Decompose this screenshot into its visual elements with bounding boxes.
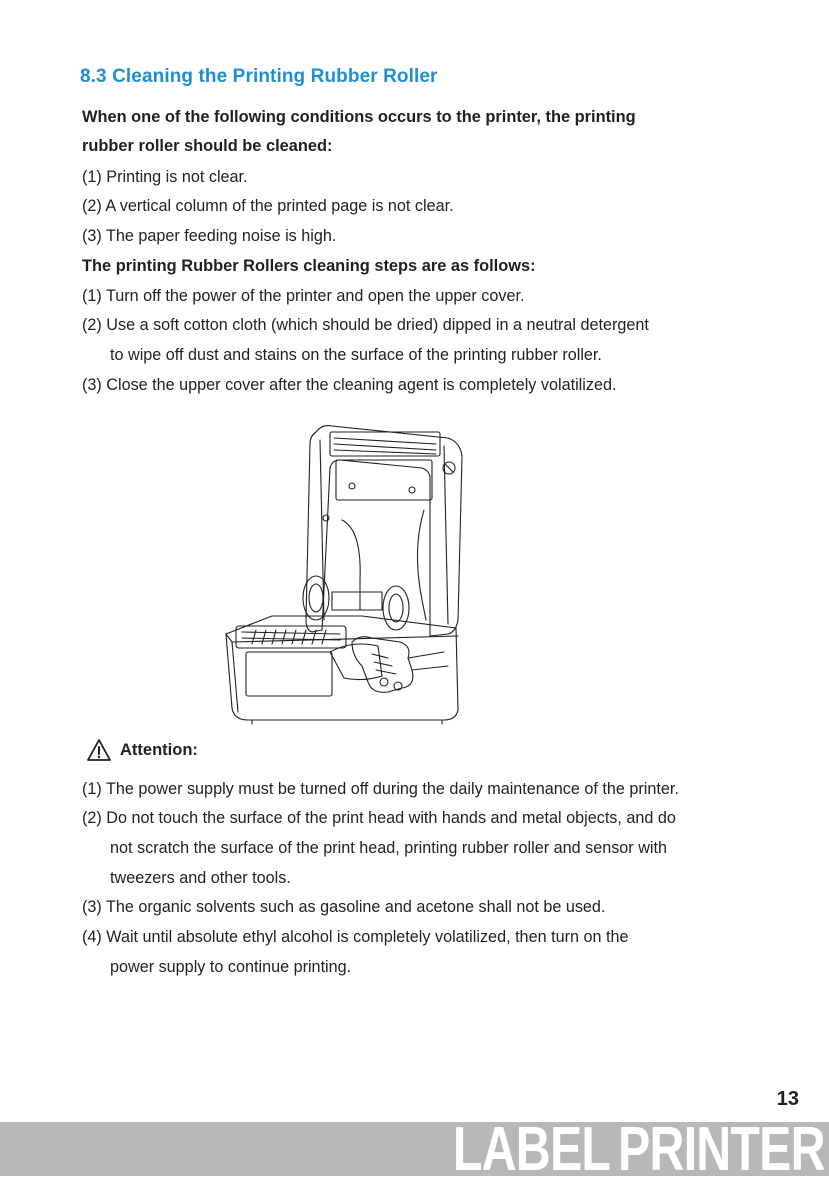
brand-word-label: LABEL	[453, 1115, 611, 1184]
attention-item-3: (3) The organic solvents such as gasoline and acetone shall not be used.	[82, 898, 606, 916]
condition-2: (2) A vertical column of the printed page is not clear.	[82, 197, 454, 215]
brand-word-printer: PRINTER	[618, 1115, 825, 1184]
attention-item-2-continued-2: tweezers and other tools.	[110, 869, 291, 887]
step-2: (2) Use a soft cotton cloth (which should be dried) dipped in a neutral detergent	[82, 316, 649, 334]
section-title: 8.3 Cleaning the Printing Rubber Roller	[80, 66, 438, 87]
page-number: 13	[776, 1088, 799, 1110]
condition-3: (3) The paper feeding noise is high.	[82, 227, 337, 245]
attention-item-1: (1) The power supply must be turned off during the daily maintenance of the printer.	[82, 780, 679, 798]
steps-heading: The printing Rubber Rollers cleaning steps are as follows:	[82, 257, 536, 275]
hand	[352, 637, 413, 693]
attention-label: Attention:	[120, 741, 198, 759]
attention-item-4: (4) Wait until absolute ethyl alcohol is completely volatilized, then turn on the	[82, 928, 629, 946]
printer-cleaning-illustration	[212, 420, 472, 725]
warning-icon	[86, 738, 112, 762]
brand-logo	[453, 1115, 825, 1184]
attention-item-2: (2) Do not touch the surface of the print head with hands and metal objects, and do	[82, 809, 676, 827]
step-2-continued: to wipe off dust and stains on the surface of the printing rubber roller.	[110, 346, 602, 364]
step-1: (1) Turn off the power of the printer and open the upper cover.	[82, 287, 525, 305]
condition-1: (1) Printing is not clear.	[82, 168, 248, 186]
upper-cover	[306, 426, 462, 636]
right-roll-holder	[383, 586, 409, 630]
intro-line-2: rubber roller should be cleaned:	[82, 137, 333, 155]
rubber-roller	[236, 626, 346, 648]
attention-item-4-continued: power supply to continue printing.	[110, 958, 352, 976]
step-3: (3) Close the upper cover after the cleaning agent is completely volatilized.	[82, 376, 617, 394]
printer-base	[226, 616, 458, 720]
intro-line-1: When one of the following conditions occurs to the printer, the printing	[82, 108, 636, 126]
attention-item-2-continued: not scratch the surface of the print head, printing rubber roller and sensor with	[110, 839, 667, 857]
